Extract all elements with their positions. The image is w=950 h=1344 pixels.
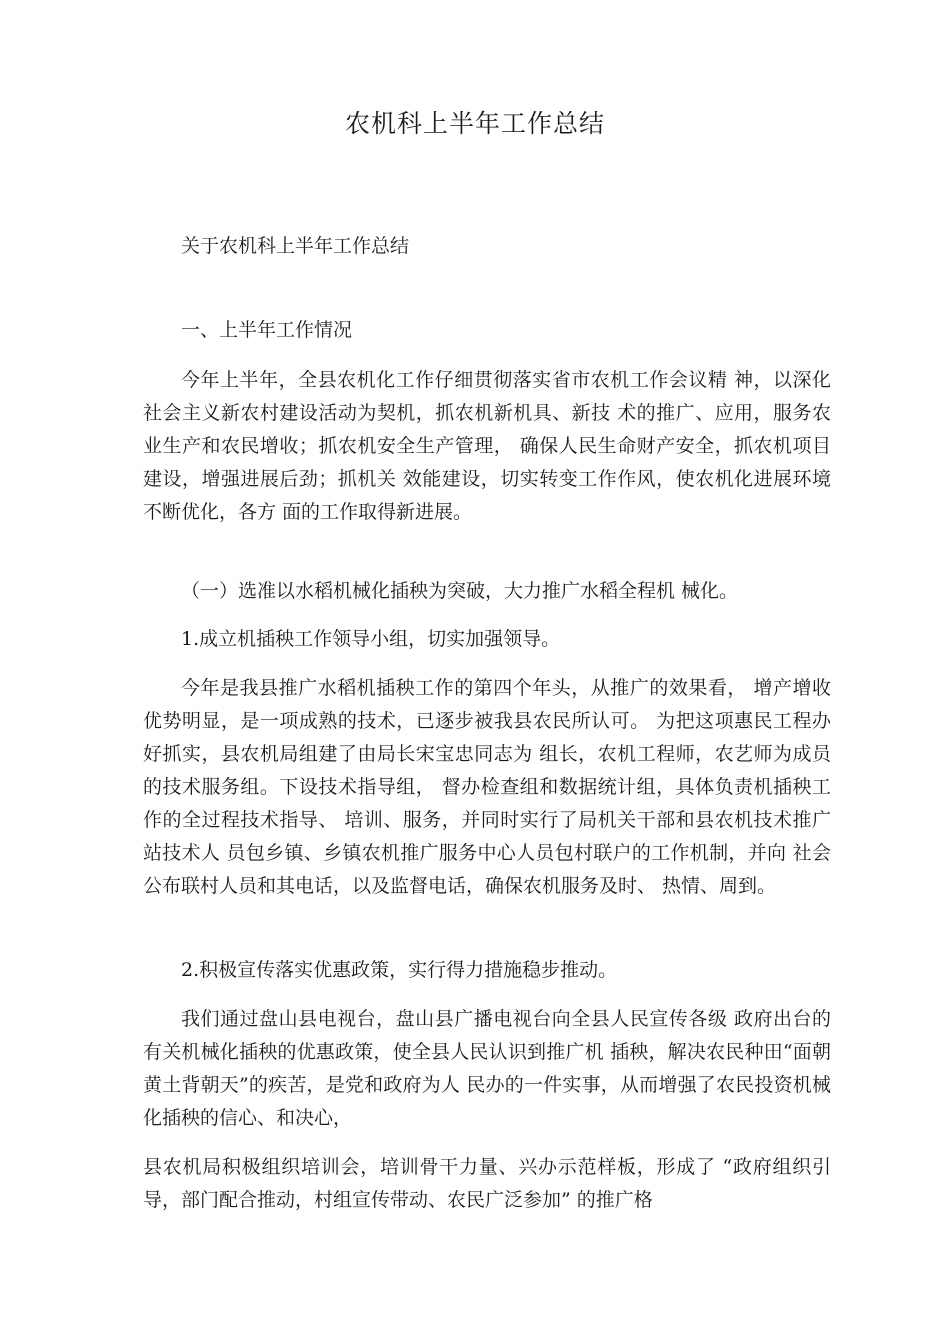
section-heading-1: 一、上半年工作情况: [181, 319, 353, 341]
paragraph-3: 我们通过盘山县电视台，盘山县广播电视台向全县人民宣传各级 政府出台的有关机械化插秧的优惠政策，使全县人民认识到推广机 插秧，解决农民种田“面朝黄土背朝天”的疾苦，是党和政府为人 民办的一件实事，从而增强了农民投资机械化插秧的信心、和决心，: [143, 1008, 831, 1129]
document-subtitle: 关于农机科上半年工作总结: [181, 235, 410, 257]
paragraph-4: 县农机局积极组织培训会，培训骨干力量、兴办示范样板，形成了 “政府组织引导，部门配合推动，村组宣传带动、农民广泛参加” 的推广格: [143, 1156, 831, 1211]
paragraph-1: 今年上半年，全县农机化工作仔细贯彻落实省市农机工作会议精 神，以深化社会主义新农村建设活动为契机，抓农机新机具、新技 术的推广、应用，服务农业生产和农民增收；抓农机安全生产管理， 确保人民生命财产安全，抓农机项目建设，增强进展后劲；抓机关 效能建设，切实转变工作作风，使农机化进展环境不断优化，各方 面的工作取得新进展。: [143, 369, 831, 523]
item-heading-2: 2.积极宣传落实优惠政策，实行得力措施稳步推动。: [181, 959, 618, 981]
item-heading-1: 1.成立机插秧工作领导小组，切实加强领导。: [181, 628, 561, 650]
subsection-heading-1: （一）选准以水稻机械化插秧为突破，大力推广水稻全程机 械化。: [181, 580, 739, 602]
paragraph-2: 今年是我县推广水稻机插秧工作的第四个年头，从推广的效果看， 增产增收优势明显，是一项成熟的技术，已逐步被我县农民所认可。 为把这项惠民工程办好抓实，县农机局组建了由局长宋宝忠同志为 组长，农机工程师，农艺师为成员的技术服务组。下设技术指导组， 督办检查组和数据统计组，具体负责机插秧工作的全过程技术指导、 培训、服务，并同时实行了局机关干部和县农机技术推广站技术人 员包乡镇、乡镇农机推广服务中心人员包村联户的工作机制，并向 社会公布联村人员和其电话，以及监督电话，确保农机服务及时、 热情、周到。: [143, 677, 831, 897]
document-title: 农机科上半年工作总结: [344, 109, 605, 138]
